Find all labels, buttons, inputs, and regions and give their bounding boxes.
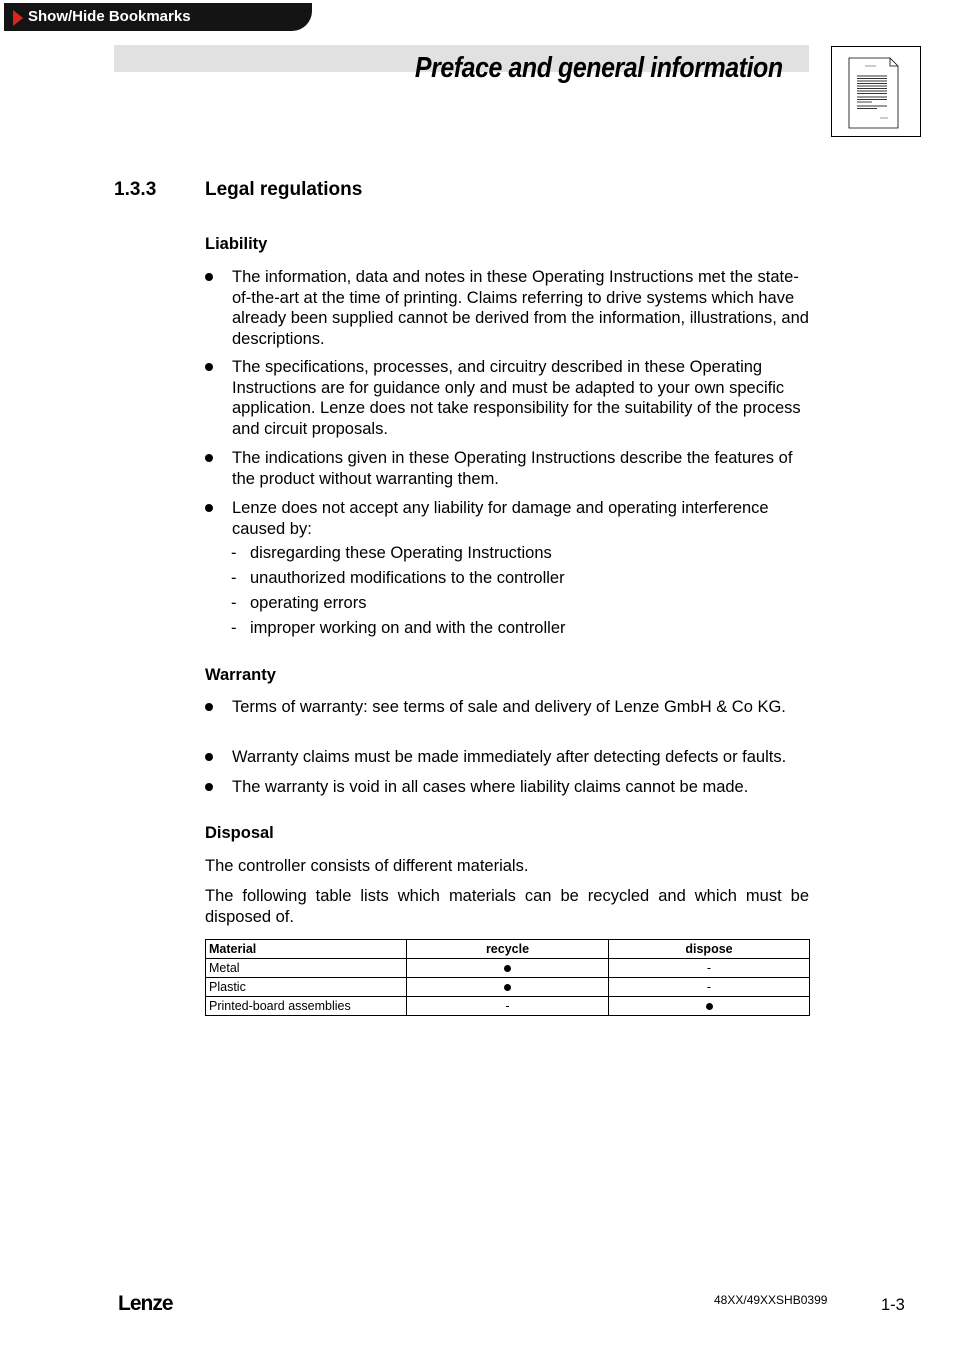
document-code: 48XX/49XXSHB0399: [714, 1293, 828, 1307]
column-header-dispose: dispose: [609, 940, 810, 959]
sub-list-item: - unauthorized modifications to the controller: [231, 569, 565, 587]
column-header-recycle: recycle: [407, 940, 609, 959]
list-item: [205, 498, 809, 539]
table-cell: -: [407, 997, 609, 1016]
column-header-material: Material: [206, 940, 407, 959]
filled-dot-icon: [706, 1003, 713, 1010]
bullet-icon: [205, 363, 213, 371]
list-item: [205, 747, 809, 768]
list-item-text: Lenze does not accept any liability for damage and operating interference caused by:: [232, 499, 769, 538]
bookmarks-button-label: Show/Hide Bookmarks: [28, 8, 191, 25]
bullet-icon: [205, 454, 213, 462]
liability-heading: Liability: [205, 235, 268, 253]
sub-list-item: - disregarding these Operating Instructions: [231, 544, 552, 562]
document-icon: [831, 46, 921, 137]
table-cell: Printed-board assemblies: [206, 997, 407, 1016]
section-title: Legal regulations: [205, 179, 363, 200]
sub-list-item-text: operating errors: [250, 594, 367, 612]
sub-list-item-text: unauthorized modifications to the controller: [250, 569, 565, 587]
table-cell: [407, 959, 609, 978]
bullet-icon: [205, 783, 213, 791]
table-cell: [407, 978, 609, 997]
page-number: 1-3: [881, 1296, 905, 1314]
table-header-row: [206, 940, 810, 959]
list-item-text: The information, data and notes in these Operating Instructions met the state-of-the-art at the time of printing. Claims referring to drive systems which have already been supplied cannot be derived from the information, illustrations, and descriptions.: [232, 268, 809, 348]
filled-dot-icon: [504, 984, 511, 991]
sub-list-item-text: improper working on and with the controller: [250, 619, 566, 637]
list-item: [205, 448, 809, 489]
section-number: 1.3.3: [114, 179, 157, 200]
list-item: [205, 267, 809, 349]
disposal-paragraph-2: The following table lists which materials can be recycled and which must be disposed of.: [205, 887, 809, 926]
table-cell: [609, 997, 810, 1016]
list-item-text: Warranty claims must be made immediately after detecting defects or faults.: [232, 748, 787, 766]
materials-table: [205, 939, 810, 1016]
table-cell: -: [609, 959, 810, 978]
list-item-text: Terms of warranty: see terms of sale and delivery of Lenze GmbH & Co KG.: [232, 698, 786, 716]
bullet-icon: [205, 504, 213, 512]
list-item: [205, 697, 809, 718]
table-cell: Metal: [206, 959, 407, 978]
list-item: [205, 777, 809, 798]
bullet-icon: [205, 273, 213, 281]
sub-list-item: - improper working on and with the controller: [231, 619, 566, 637]
bullet-icon: [205, 703, 213, 711]
sub-list-item-text: disregarding these Operating Instructions: [250, 544, 552, 562]
list-item-text: The warranty is void in all cases where liability claims cannot be made.: [232, 778, 749, 796]
table-row: [206, 959, 810, 978]
filled-dot-icon: [504, 965, 511, 972]
sub-list-item: - operating errors: [231, 594, 367, 612]
list-item: [205, 357, 809, 439]
table-row: [206, 997, 810, 1016]
bullet-icon: [205, 753, 213, 761]
table-cell: Plastic: [206, 978, 407, 997]
list-item-text: The indications given in these Operating Instructions describe the features of the product without warranting them.: [232, 449, 793, 488]
table-cell: -: [609, 978, 810, 997]
show-hide-bookmarks-button[interactable]: [4, 3, 312, 31]
lenze-logo: Lenze: [118, 1292, 173, 1315]
play-arrow-icon: [13, 10, 23, 26]
disposal-heading: Disposal: [205, 824, 274, 842]
page-title: Preface and general information: [415, 52, 783, 84]
disposal-paragraph-1: The controller consists of different materials.: [205, 857, 529, 875]
warranty-heading: Warranty: [205, 666, 276, 684]
list-item-text: The specifications, processes, and circuitry described in these Operating Instructions are for guidance only and must be adapted to your own specific application. Lenze does not take responsibility for the suitability of the process and circuit proposals.: [232, 358, 801, 438]
table-row: [206, 978, 810, 997]
